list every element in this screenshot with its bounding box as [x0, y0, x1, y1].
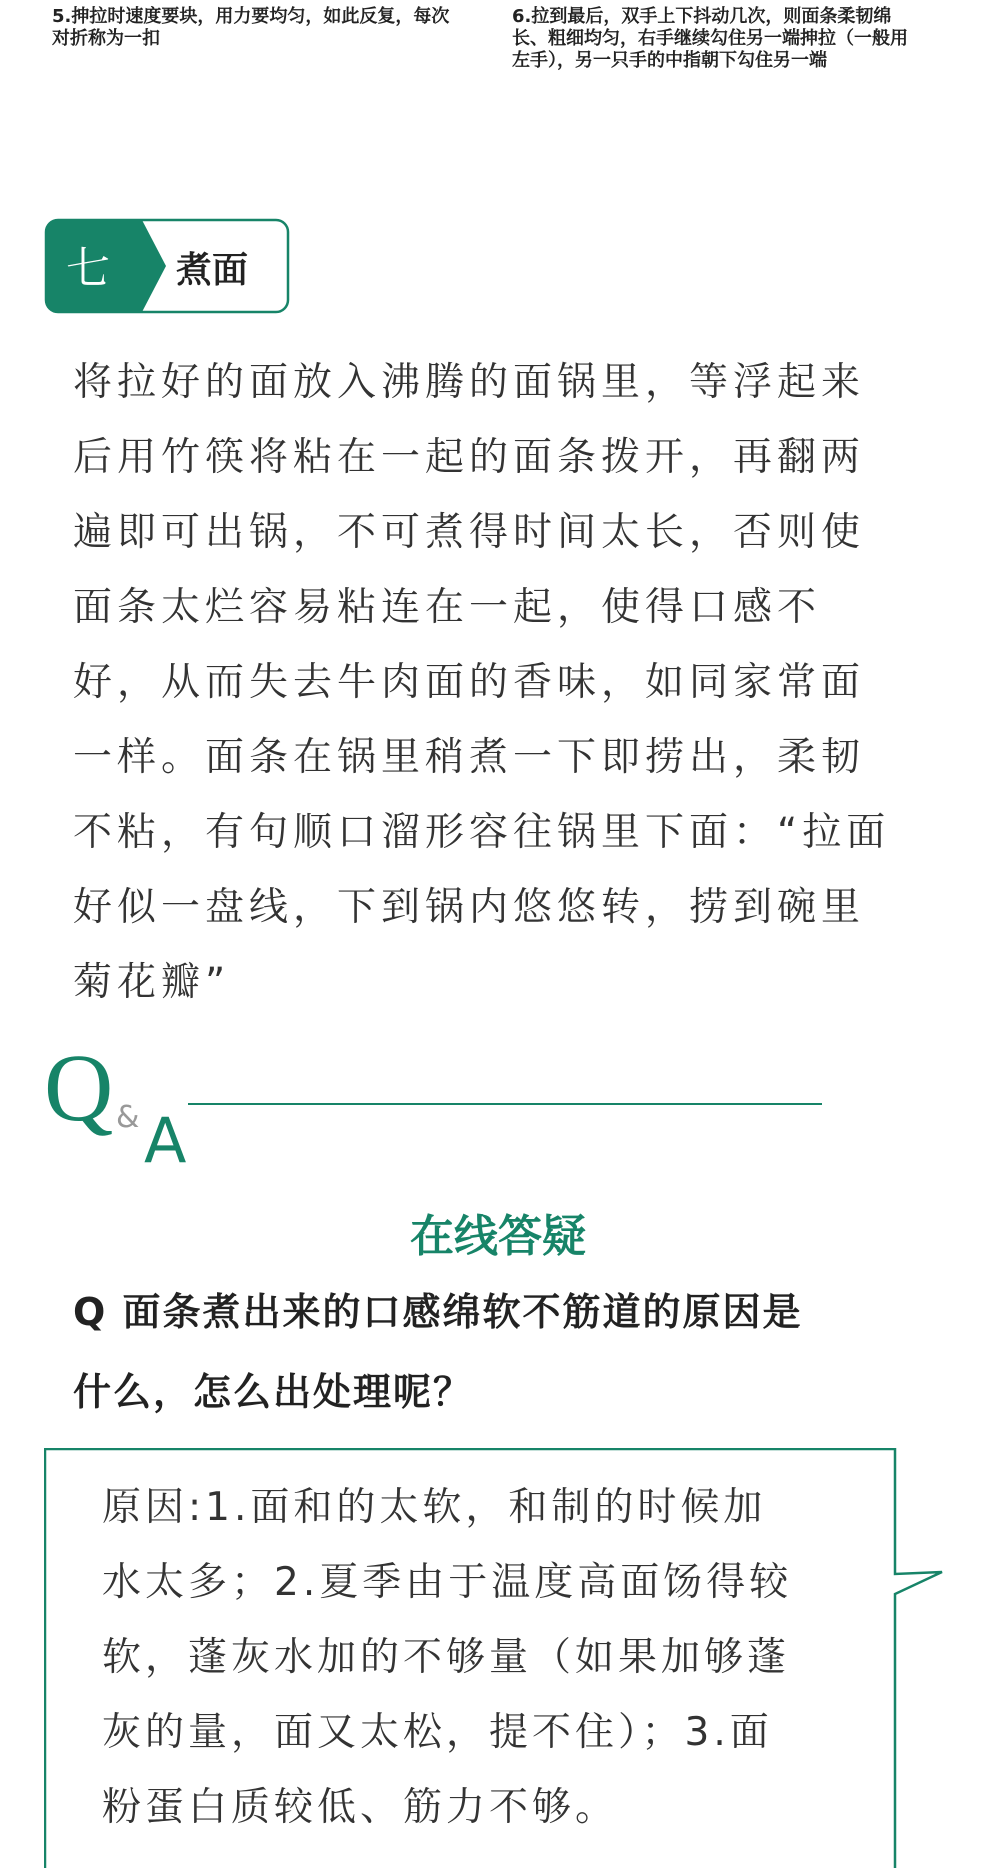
question-line: 什么，怎么出处理呢？ [73, 1370, 474, 1414]
answer-text [102, 1470, 882, 1845]
qa-a-letter: A [144, 1104, 187, 1177]
body-line: 不粘，有句顺口溜形容往锅里下面：“拉面 [73, 810, 891, 855]
qa-ampersand: & [116, 1100, 140, 1135]
answer-line: 水太多；2.夏季由于温度高面饧得较 [102, 1560, 793, 1605]
caption-line: 长、粗细均匀，右手继续勾住另一端抻拉（一般用 [512, 28, 908, 49]
qa-heading: 在线答疑 [410, 1211, 586, 1262]
section-header [44, 218, 290, 314]
body-line: 面条太烂容易粘连在一起，使得口感不 [73, 585, 822, 630]
caption-line: 对折称为一扣 [52, 28, 160, 49]
caption-line: 6.拉到最后，双手上下抖动几次，则面条柔韧绵 [512, 6, 892, 27]
step-5-caption [52, 6, 502, 50]
body-line: 好，从而失去牛肉面的香味，如同家常面 [73, 660, 866, 705]
question-line: Q 面条煮出来的口感绵软不筋道的原因是 [73, 1290, 803, 1334]
section-number: 七 [66, 243, 110, 294]
body-line: 好似一盘线，下到锅内悠悠转，捞到碗里 [73, 885, 866, 930]
step-6-caption [512, 6, 957, 72]
body-line: 将拉好的面放入沸腾的面锅里，等浮起来 [73, 360, 866, 405]
answer-line: 粉蛋白质较低、筋力不够。 [102, 1785, 619, 1830]
body-line: 一样。面条在锅里稍煮一下即捞出，柔韧 [73, 735, 866, 780]
body-line: 后用竹筷将粘在一起的面条拨开，再翻两 [73, 435, 866, 480]
caption-line: 左手），另一只手的中指朝下勾住另一端 [512, 50, 827, 71]
qa-divider-line [188, 1103, 822, 1105]
answer-line: 软，蓬灰水加的不够量（如果加够蓬 [102, 1635, 791, 1680]
answer-box [44, 1448, 944, 1868]
question-text [73, 1272, 953, 1432]
top-caption-strip [0, 0, 996, 90]
section-title: 煮面 [176, 250, 249, 291]
answer-line: 灰的量，面又太松，提不住）；3.面 [102, 1710, 773, 1755]
body-paragraph [73, 345, 933, 1020]
qa-q-letter: Q [44, 1034, 114, 1141]
body-line: 遍即可出锅，不可煮得时间太长，否则使 [73, 510, 866, 555]
answer-line: 原因:1.面和的太软，和制的时候加 [102, 1485, 767, 1530]
body-line: 菊花瓣” [73, 960, 231, 1005]
caption-line: 5.抻拉时速度要块，用力要均匀，如此反复，每次 [52, 6, 450, 27]
qa-logo [44, 1034, 824, 1180]
